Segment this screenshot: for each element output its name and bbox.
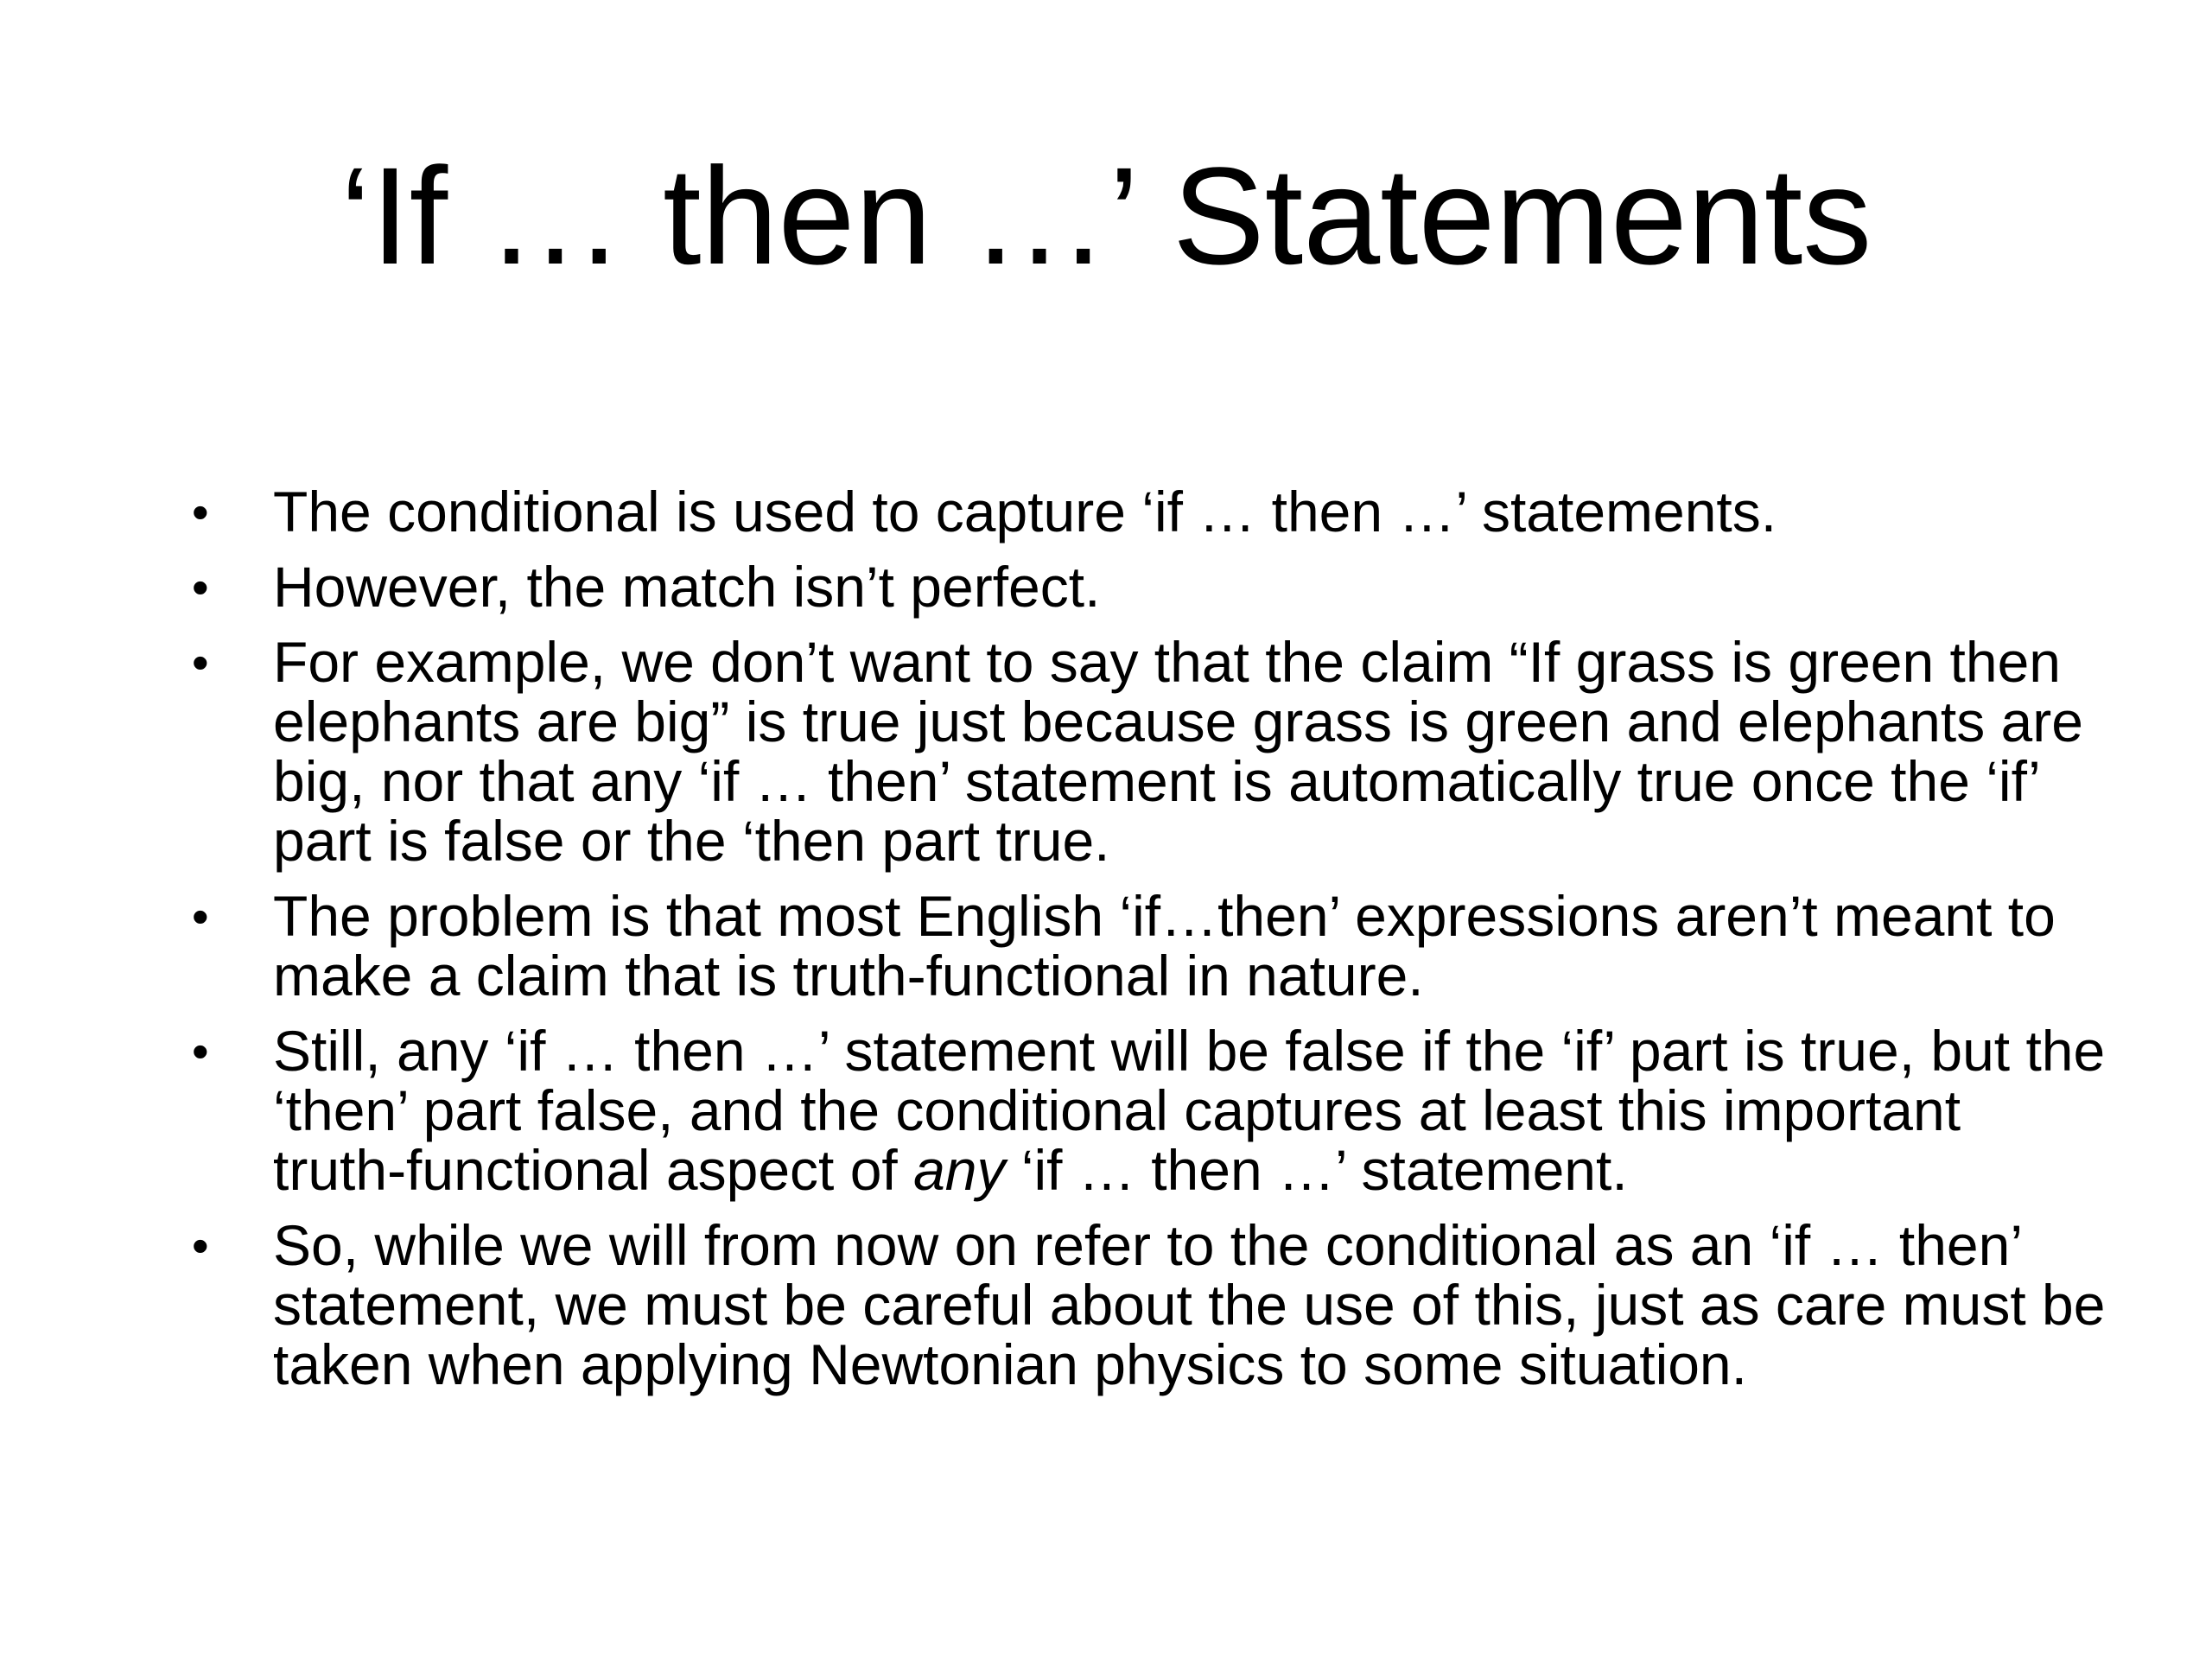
bullet-text-5-before: Still, any ‘if … then …’ statement will be false if the ‘if’ part is true, but the ‘then’ part false, and the conditional captures at least this important truth-functional aspect of: [273, 1019, 2106, 1202]
bullet-text-6: So, while we will from now on refer to the conditional as an ‘if … then’ statement, we must be careful about the use of this, just as care must be taken when applying Newtonian physics to some situation.: [273, 1213, 2106, 1396]
bullet-marker-icon: •: [192, 560, 209, 614]
bullet-marker-icon: •: [192, 1024, 209, 1078]
bullet-item-1: [173, 482, 2108, 542]
bullet-text-1: The conditional is used to capture ‘if … then …’ statements.: [273, 480, 1777, 543]
bullet-text-4: The problem is that most English ‘if…then’ expressions aren’t meant to make a claim that is truth-functional in nature.: [273, 884, 2056, 1007]
bullet-item-3: [173, 632, 2108, 871]
bullet-item-5: [173, 1021, 2108, 1200]
bullet-text-2: However, the match isn’t perfect.: [273, 555, 1101, 619]
bullet-list: [173, 482, 2108, 1410]
bullet-item-4: [173, 884, 2108, 1007]
bullet-text-5-emphasis: any: [913, 1138, 1006, 1202]
bullet-marker-icon: •: [192, 635, 209, 690]
bullet-marker-icon: •: [192, 1218, 209, 1273]
bullet-text-3: For example, we don’t want to say that the claim “If grass is green then elephants are big” is true just because grass is green and elephants are big, nor that any ‘if … then’ statement is automatically true once the ‘if’ part is false or the ‘then part true.: [273, 630, 2083, 873]
bullet-item-6: [173, 1213, 2108, 1396]
slide-title: ‘If … then …’ Statements: [340, 138, 1872, 293]
bullet-text-5-after: ‘if … then …’ statement.: [1005, 1138, 1628, 1202]
bullet-marker-icon: •: [192, 889, 209, 944]
bullet-item-2: [173, 557, 2108, 617]
bullet-marker-icon: •: [192, 485, 209, 539]
